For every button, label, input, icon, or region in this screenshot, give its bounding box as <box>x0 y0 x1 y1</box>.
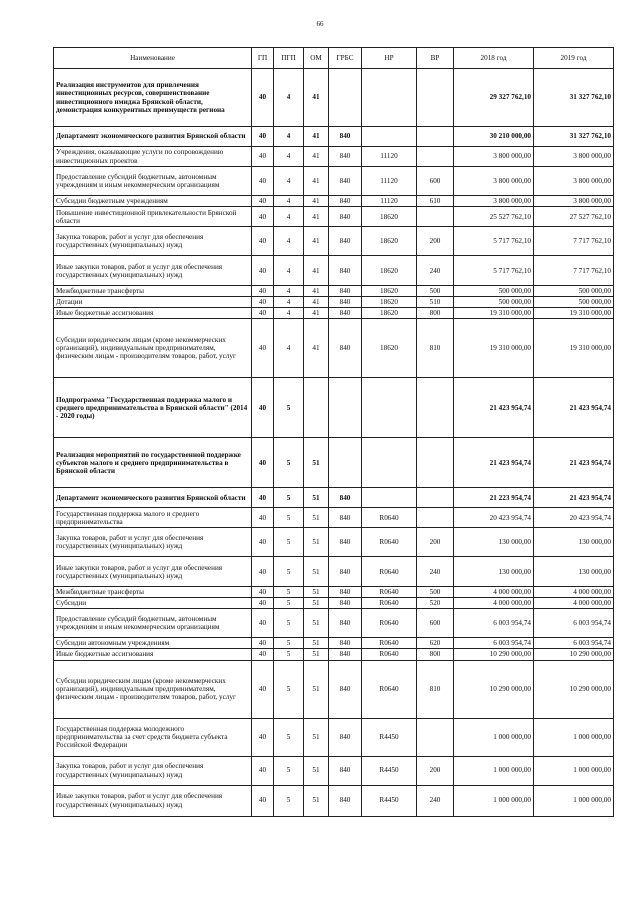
cell-2019: 4 000 000,00 <box>534 598 614 609</box>
cell-name: Межбюджетные трансферты <box>54 286 252 297</box>
header-2019: 2019 год <box>534 48 614 69</box>
cell-nr: R0640 <box>362 660 417 718</box>
cell-gp: 40 <box>252 508 274 528</box>
cell-pgp: 4 <box>274 167 304 196</box>
cell-2019: 21 423 954,74 <box>534 378 614 438</box>
cell-name: Дотации <box>54 297 252 308</box>
cell-om: 41 <box>304 256 329 286</box>
cell-2019: 130 000,00 <box>534 557 614 587</box>
cell-2018: 19 310 000,00 <box>454 319 534 378</box>
cell-2019: 27 527 762,10 <box>534 207 614 227</box>
table-row <box>54 147 614 167</box>
cell-om: 41 <box>304 69 329 127</box>
cell-2019: 19 310 000,00 <box>534 319 614 378</box>
cell-gp: 40 <box>252 609 274 638</box>
table-row <box>54 587 614 598</box>
cell-gp: 40 <box>252 638 274 649</box>
cell-pgp: 5 <box>274 638 304 649</box>
cell-2019: 500 000,00 <box>534 297 614 308</box>
cell-pgp: 4 <box>274 227 304 256</box>
cell-pgp: 4 <box>274 207 304 227</box>
table-row <box>54 508 614 528</box>
cell-gp: 40 <box>252 598 274 609</box>
header-pgp: ПГП <box>274 48 304 69</box>
cell-grbs: 840 <box>329 196 362 207</box>
cell-nr: 18620 <box>362 256 417 286</box>
cell-vr <box>417 438 454 488</box>
cell-gp: 40 <box>252 196 274 207</box>
header-2018: 2018 год <box>454 48 534 69</box>
cell-2018: 25 527 762,10 <box>454 207 534 227</box>
table-header-row <box>54 48 614 69</box>
cell-grbs <box>329 378 362 438</box>
cell-om: 41 <box>304 196 329 207</box>
cell-nr: 18620 <box>362 297 417 308</box>
table-row <box>54 308 614 319</box>
cell-2018: 29 327 762,10 <box>454 69 534 127</box>
header-grbs: ГРБС <box>329 48 362 69</box>
cell-2018: 130 000,00 <box>454 528 534 557</box>
cell-gp: 40 <box>252 649 274 660</box>
cell-vr: 240 <box>417 557 454 587</box>
cell-gp: 40 <box>252 378 274 438</box>
cell-vr: 810 <box>417 319 454 378</box>
cell-pgp: 5 <box>274 785 304 816</box>
cell-2018: 21 423 954,74 <box>454 438 534 488</box>
cell-om: 41 <box>304 147 329 167</box>
cell-gp: 40 <box>252 438 274 488</box>
cell-2019: 31 327 762,10 <box>534 127 614 147</box>
cell-gp: 40 <box>252 785 274 816</box>
cell-nr <box>362 438 417 488</box>
cell-vr <box>417 378 454 438</box>
cell-2019: 6 003 954,74 <box>534 638 614 649</box>
cell-pgp: 5 <box>274 378 304 438</box>
table-row <box>54 609 614 638</box>
cell-vr: 240 <box>417 256 454 286</box>
header-vr: ВР <box>417 48 454 69</box>
cell-vr: 240 <box>417 785 454 816</box>
cell-gp: 40 <box>252 528 274 557</box>
cell-grbs: 840 <box>329 609 362 638</box>
cell-grbs: 840 <box>329 127 362 147</box>
cell-om: 51 <box>304 508 329 528</box>
cell-2018: 130 000,00 <box>454 557 534 587</box>
cell-pgp: 5 <box>274 488 304 508</box>
cell-pgp: 4 <box>274 147 304 167</box>
cell-name: Иные бюджетные ассигнования <box>54 308 252 319</box>
cell-2019: 10 290 000,00 <box>534 649 614 660</box>
cell-name: Закупка товаров, работ и услуг для обеспечения государственных (муниципальных) нужд <box>54 756 252 785</box>
cell-grbs: 840 <box>329 488 362 508</box>
cell-vr: 600 <box>417 609 454 638</box>
cell-2018: 20 423 954,74 <box>454 508 534 528</box>
table-row <box>54 557 614 587</box>
cell-pgp: 5 <box>274 598 304 609</box>
cell-grbs: 840 <box>329 286 362 297</box>
cell-gp: 40 <box>252 286 274 297</box>
cell-2019: 21 423 954,74 <box>534 488 614 508</box>
cell-name: Иные закупки товаров, работ и услуг для обеспечения государственных (муниципальных) нужд <box>54 785 252 816</box>
cell-grbs: 840 <box>329 785 362 816</box>
cell-pgp: 5 <box>274 587 304 598</box>
cell-om: 41 <box>304 127 329 147</box>
cell-vr <box>417 718 454 756</box>
cell-nr: R4450 <box>362 785 417 816</box>
cell-pgp: 5 <box>274 756 304 785</box>
cell-2019: 7 717 762,10 <box>534 256 614 286</box>
cell-gp: 40 <box>252 167 274 196</box>
cell-2018: 4 000 000,00 <box>454 587 534 598</box>
cell-om: 51 <box>304 438 329 488</box>
cell-2019: 4 000 000,00 <box>534 587 614 598</box>
cell-2018: 6 003 954,74 <box>454 638 534 649</box>
cell-nr: 18620 <box>362 308 417 319</box>
cell-gp: 40 <box>252 69 274 127</box>
cell-vr: 200 <box>417 227 454 256</box>
cell-name: Субсидии автономным учреждениям <box>54 638 252 649</box>
cell-pgp: 4 <box>274 127 304 147</box>
cell-2018: 3 800 000,00 <box>454 147 534 167</box>
table-row <box>54 378 614 438</box>
cell-grbs: 840 <box>329 528 362 557</box>
cell-gp: 40 <box>252 308 274 319</box>
cell-vr: 520 <box>417 598 454 609</box>
cell-name: Закупка товаров, работ и услуг для обеспечения государственных (муниципальных) нужд <box>54 528 252 557</box>
cell-om: 51 <box>304 557 329 587</box>
cell-grbs: 840 <box>329 147 362 167</box>
cell-2018: 30 210 000,00 <box>454 127 534 147</box>
cell-2019: 31 327 762,10 <box>534 69 614 127</box>
cell-name: Межбюджетные трансферты <box>54 587 252 598</box>
cell-om <box>304 378 329 438</box>
cell-name: Субсидии юридическим лицам (кроме некоммерческих организаций), индивидуальным предпринимателям, физическим лицам - производителям товаров, работ, услуг <box>54 319 252 378</box>
cell-2018: 3 800 000,00 <box>454 196 534 207</box>
cell-om: 41 <box>304 297 329 308</box>
cell-2019: 1 000 000,00 <box>534 785 614 816</box>
cell-2019: 1 000 000,00 <box>534 718 614 756</box>
cell-om: 51 <box>304 598 329 609</box>
cell-name: Повышение инвестиционной привлекательности Брянской области <box>54 207 252 227</box>
cell-vr: 500 <box>417 286 454 297</box>
cell-pgp: 5 <box>274 609 304 638</box>
cell-nr: 11120 <box>362 167 417 196</box>
cell-om: 51 <box>304 649 329 660</box>
cell-pgp: 5 <box>274 649 304 660</box>
cell-gp: 40 <box>252 147 274 167</box>
cell-name: Закупка товаров, работ и услуг для обеспечения государственных (муниципальных) нужд <box>54 227 252 256</box>
cell-nr <box>362 69 417 127</box>
cell-name: Предоставление субсидий бюджетным, автономным учреждениям и иным некоммерческим организациям <box>54 609 252 638</box>
table-row <box>54 718 614 756</box>
cell-om: 51 <box>304 587 329 598</box>
cell-name: Субсидии бюджетным учреждениям <box>54 196 252 207</box>
cell-nr <box>362 127 417 147</box>
table-row <box>54 286 614 297</box>
cell-pgp: 4 <box>274 286 304 297</box>
cell-vr: 200 <box>417 756 454 785</box>
cell-pgp: 4 <box>274 297 304 308</box>
cell-name: Иные закупки товаров, работ и услуг для обеспечения государственных (муниципальных) нужд <box>54 557 252 587</box>
cell-grbs: 840 <box>329 557 362 587</box>
page-number: 66 <box>316 20 324 28</box>
cell-name: Учреждения, оказывающие услуги по сопровождению инвестиционных проектов <box>54 147 252 167</box>
cell-name: Подпрограмма "Государственная поддержка малого и среднего предпринимательства в Брянской области" (2014 - 2020 годы) <box>54 378 252 438</box>
cell-name: Субсидии <box>54 598 252 609</box>
table-row <box>54 207 614 227</box>
cell-name: Субсидии юридическим лицам (кроме некоммерческих организаций), индивидуальным предпринимателям, физическим лицам - производителям товаров, работ, услуг <box>54 660 252 718</box>
cell-gp: 40 <box>252 319 274 378</box>
cell-om: 51 <box>304 528 329 557</box>
cell-pgp: 5 <box>274 438 304 488</box>
cell-pgp: 4 <box>274 319 304 378</box>
cell-2018: 3 800 000,00 <box>454 167 534 196</box>
header-nr: НР <box>362 48 417 69</box>
table-row <box>54 488 614 508</box>
cell-2019: 19 310 000,00 <box>534 308 614 319</box>
table-row <box>54 227 614 256</box>
cell-2018: 500 000,00 <box>454 286 534 297</box>
cell-om: 41 <box>304 207 329 227</box>
cell-grbs: 840 <box>329 638 362 649</box>
table-row <box>54 319 614 378</box>
cell-2018: 500 000,00 <box>454 297 534 308</box>
cell-gp: 40 <box>252 756 274 785</box>
table-row <box>54 638 614 649</box>
cell-pgp: 4 <box>274 256 304 286</box>
cell-pgp: 5 <box>274 660 304 718</box>
header-gp: ГП <box>252 48 274 69</box>
cell-pgp: 5 <box>274 508 304 528</box>
cell-nr: R0640 <box>362 609 417 638</box>
cell-om: 51 <box>304 638 329 649</box>
cell-name: Государственная поддержка малого и среднего предпринимательства <box>54 508 252 528</box>
cell-vr: 200 <box>417 528 454 557</box>
cell-vr: 810 <box>417 660 454 718</box>
cell-vr: 620 <box>417 638 454 649</box>
cell-name: Департамент экономического развития Брянской области <box>54 127 252 147</box>
cell-name: Департамент экономического развития Брянской области <box>54 488 252 508</box>
cell-2019: 500 000,00 <box>534 286 614 297</box>
cell-2019: 3 800 000,00 <box>534 167 614 196</box>
table-row <box>54 127 614 147</box>
header-om: ОМ <box>304 48 329 69</box>
cell-2018: 19 310 000,00 <box>454 308 534 319</box>
cell-2018: 1 000 000,00 <box>454 718 534 756</box>
table-body <box>54 69 614 817</box>
cell-grbs: 840 <box>329 756 362 785</box>
cell-nr: R0640 <box>362 598 417 609</box>
cell-gp: 40 <box>252 718 274 756</box>
table-row <box>54 196 614 207</box>
cell-om: 51 <box>304 756 329 785</box>
cell-name: Государственная поддержка молодежного предпринимательства за счет средств бюджета субъекта Российской Федерации <box>54 718 252 756</box>
cell-2019: 1 000 000,00 <box>534 756 614 785</box>
cell-nr <box>362 378 417 438</box>
table-row <box>54 438 614 488</box>
cell-gp: 40 <box>252 227 274 256</box>
table-row <box>54 297 614 308</box>
cell-grbs: 840 <box>329 308 362 319</box>
cell-vr: 600 <box>417 167 454 196</box>
cell-name: Реализация инструментов для привлечения инвестиционных ресурсов, совершенствование инвестиционного имиджа Брянской области, демонстрация конкурентных преимуществ региона <box>54 69 252 127</box>
cell-2019: 21 423 954,74 <box>534 438 614 488</box>
budget-table <box>53 47 614 817</box>
cell-grbs: 840 <box>329 598 362 609</box>
cell-2018: 6 003 954,74 <box>454 609 534 638</box>
cell-gp: 40 <box>252 587 274 598</box>
cell-gp: 40 <box>252 660 274 718</box>
cell-grbs: 840 <box>329 660 362 718</box>
cell-gp: 40 <box>252 488 274 508</box>
table-row <box>54 785 614 816</box>
cell-vr <box>417 488 454 508</box>
cell-2019: 3 800 000,00 <box>534 196 614 207</box>
table-row <box>54 756 614 785</box>
cell-vr: 510 <box>417 297 454 308</box>
cell-nr: 18620 <box>362 286 417 297</box>
cell-nr: R0640 <box>362 638 417 649</box>
cell-2018: 1 000 000,00 <box>454 785 534 816</box>
cell-om: 51 <box>304 718 329 756</box>
cell-grbs: 840 <box>329 508 362 528</box>
cell-vr: 800 <box>417 308 454 319</box>
cell-gp: 40 <box>252 207 274 227</box>
cell-grbs: 840 <box>329 718 362 756</box>
cell-pgp: 4 <box>274 196 304 207</box>
cell-2019: 130 000,00 <box>534 528 614 557</box>
cell-om: 51 <box>304 785 329 816</box>
cell-nr: R0640 <box>362 557 417 587</box>
cell-vr <box>417 69 454 127</box>
cell-2018: 21 423 954,74 <box>454 378 534 438</box>
cell-om: 41 <box>304 227 329 256</box>
cell-2018: 10 290 000,00 <box>454 660 534 718</box>
table-row <box>54 598 614 609</box>
cell-grbs: 840 <box>329 167 362 196</box>
cell-grbs <box>329 69 362 127</box>
cell-grbs <box>329 438 362 488</box>
cell-vr <box>417 127 454 147</box>
cell-gp: 40 <box>252 557 274 587</box>
cell-nr: 18620 <box>362 319 417 378</box>
cell-vr <box>417 508 454 528</box>
cell-grbs: 840 <box>329 587 362 598</box>
cell-gp: 40 <box>252 256 274 286</box>
cell-2019: 6 003 954,74 <box>534 609 614 638</box>
cell-om: 41 <box>304 286 329 297</box>
cell-name: Предоставление субсидий бюджетным, автономным учреждениям и иным некоммерческим организациям <box>54 167 252 196</box>
cell-2018: 10 290 000,00 <box>454 649 534 660</box>
cell-nr: 18620 <box>362 207 417 227</box>
cell-2019: 20 423 954,74 <box>534 508 614 528</box>
cell-nr: R0640 <box>362 649 417 660</box>
cell-grbs: 840 <box>329 256 362 286</box>
cell-vr: 500 <box>417 587 454 598</box>
cell-grbs: 840 <box>329 227 362 256</box>
cell-nr: 11120 <box>362 196 417 207</box>
cell-nr: 11120 <box>362 147 417 167</box>
cell-pgp: 4 <box>274 308 304 319</box>
cell-2018: 1 000 000,00 <box>454 756 534 785</box>
cell-om: 51 <box>304 609 329 638</box>
cell-nr: R0640 <box>362 587 417 598</box>
table-row <box>54 256 614 286</box>
table-row <box>54 528 614 557</box>
table-row <box>54 69 614 127</box>
cell-pgp: 5 <box>274 718 304 756</box>
cell-2018: 5 717 762,10 <box>454 227 534 256</box>
header-name: Наименование <box>54 48 252 69</box>
cell-pgp: 4 <box>274 69 304 127</box>
cell-grbs: 840 <box>329 207 362 227</box>
cell-nr: R4450 <box>362 756 417 785</box>
cell-vr: 610 <box>417 196 454 207</box>
cell-om: 41 <box>304 167 329 196</box>
cell-vr <box>417 147 454 167</box>
cell-om: 41 <box>304 319 329 378</box>
cell-vr: 800 <box>417 649 454 660</box>
cell-grbs: 840 <box>329 319 362 378</box>
cell-vr <box>417 207 454 227</box>
cell-nr: R0640 <box>362 508 417 528</box>
cell-gp: 40 <box>252 297 274 308</box>
cell-grbs: 840 <box>329 297 362 308</box>
cell-grbs: 840 <box>329 649 362 660</box>
cell-om: 51 <box>304 488 329 508</box>
cell-2018: 5 717 762,10 <box>454 256 534 286</box>
table-row <box>54 649 614 660</box>
cell-pgp: 5 <box>274 528 304 557</box>
cell-om: 41 <box>304 308 329 319</box>
table-row <box>54 167 614 196</box>
cell-nr: 18620 <box>362 227 417 256</box>
cell-2019: 10 290 000,00 <box>534 660 614 718</box>
cell-name: Иные бюджетные ассигнования <box>54 649 252 660</box>
cell-nr: R4450 <box>362 718 417 756</box>
cell-2018: 4 000 000,00 <box>454 598 534 609</box>
cell-2019: 7 717 762,10 <box>534 227 614 256</box>
cell-nr <box>362 488 417 508</box>
cell-name: Реализация мероприятий по государственной поддержке субъектов малого и среднего предпринимательства в Брянской области <box>54 438 252 488</box>
cell-2018: 21 223 954,74 <box>454 488 534 508</box>
cell-2019: 3 800 000,00 <box>534 147 614 167</box>
table-row <box>54 660 614 718</box>
cell-name: Иные закупки товаров, работ и услуг для обеспечения государственных (муниципальных) нужд <box>54 256 252 286</box>
cell-pgp: 5 <box>274 557 304 587</box>
cell-om: 51 <box>304 660 329 718</box>
cell-nr: R0640 <box>362 528 417 557</box>
cell-gp: 40 <box>252 127 274 147</box>
